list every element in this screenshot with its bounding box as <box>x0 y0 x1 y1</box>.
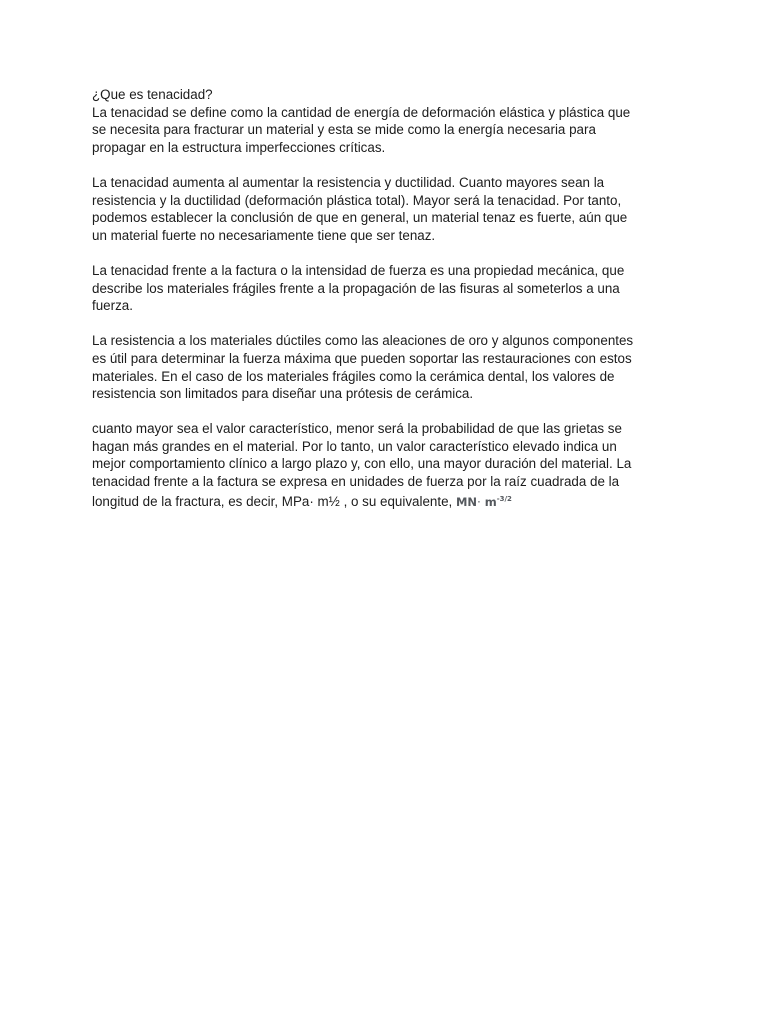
paragraph-line: La tenacidad aumenta al aumentar la resistencia y ductilidad. Cuanto mayores sean la <box>92 174 605 190</box>
paragraph-line: materiales. En el caso de los materiales frágiles como la cerámica dental, los valores de <box>92 368 615 384</box>
paragraph-line: hagan más grandes en el material. Por lo tanto, un valor característico elevado indica un <box>92 438 617 454</box>
characteristic-value-paragraph <box>92 420 692 511</box>
tenacity-increase-paragraph <box>92 174 692 244</box>
unit-base: MN <box>455 494 478 509</box>
document-body <box>92 86 692 529</box>
paragraph-last-line <box>92 491 692 512</box>
unit-exponent: -3/2 <box>496 494 512 503</box>
paragraph-line: La resistencia a los materiales dúctiles como las aleaciones de oro y algunos componentes <box>92 333 634 349</box>
paragraph-line: es útil para determinar la fuerza máxima que pueden soportar las restauraciones con estos <box>92 350 632 366</box>
fracture-toughness-paragraph <box>92 262 692 315</box>
paragraph-line: resistencia son limitados para diseñar una prótesis de cerámica. <box>92 386 474 402</box>
paragraph-line: se necesita para fracturar un material y esta se mide como la energía necesaria para <box>92 122 596 138</box>
unit-dot: · <box>477 494 481 509</box>
paragraph-line: cuanto mayor sea el valor característico, menor será la probabilidad de que las grietas se <box>92 421 622 437</box>
paragraph-line: La tenacidad se define como la cantidad de energía de deformación elástica y plástica que <box>92 104 631 120</box>
ductile-materials-paragraph <box>92 332 692 402</box>
paragraph-text: longitud de la fractura, es decir, MPa· m½ , o su equivalente, <box>92 493 456 509</box>
heading-and-definition-paragraph <box>92 86 692 156</box>
paragraph-line: mejor comportamiento clínico a largo plazo y, con ello, una mayor duración del material. La <box>92 456 632 472</box>
paragraph-line: propagar en la estructura imperfecciones críticas. <box>92 139 386 155</box>
paragraph-line: La tenacidad frente a la factura o la intensidad de fuerza es una propiedad mecánica, que <box>92 262 625 278</box>
question-heading: ¿Que es tenacidad? <box>92 87 213 102</box>
paragraph-line: un material fuerte no necesariamente tiene que ser tenaz. <box>92 227 436 243</box>
paragraph-line: tenacidad frente a la factura se expresa en unidades de fuerza por la raíz cuadrada de la <box>92 474 620 490</box>
unit-expression <box>456 495 512 509</box>
paragraph-line: describe los materiales frágiles frente a la propagación de las fisuras al someterlos a una <box>92 280 620 296</box>
unit-meter: m <box>480 494 497 509</box>
paragraph-line: podemos establecer la conclusión de que en general, un material tenaz es fuerte, aún que <box>92 210 628 226</box>
paragraph-line: resistencia y la ductilidad (deformación plástica total). Mayor será la tenacidad. Por tanto, <box>92 192 622 208</box>
paragraph-line: fuerza. <box>92 298 133 314</box>
